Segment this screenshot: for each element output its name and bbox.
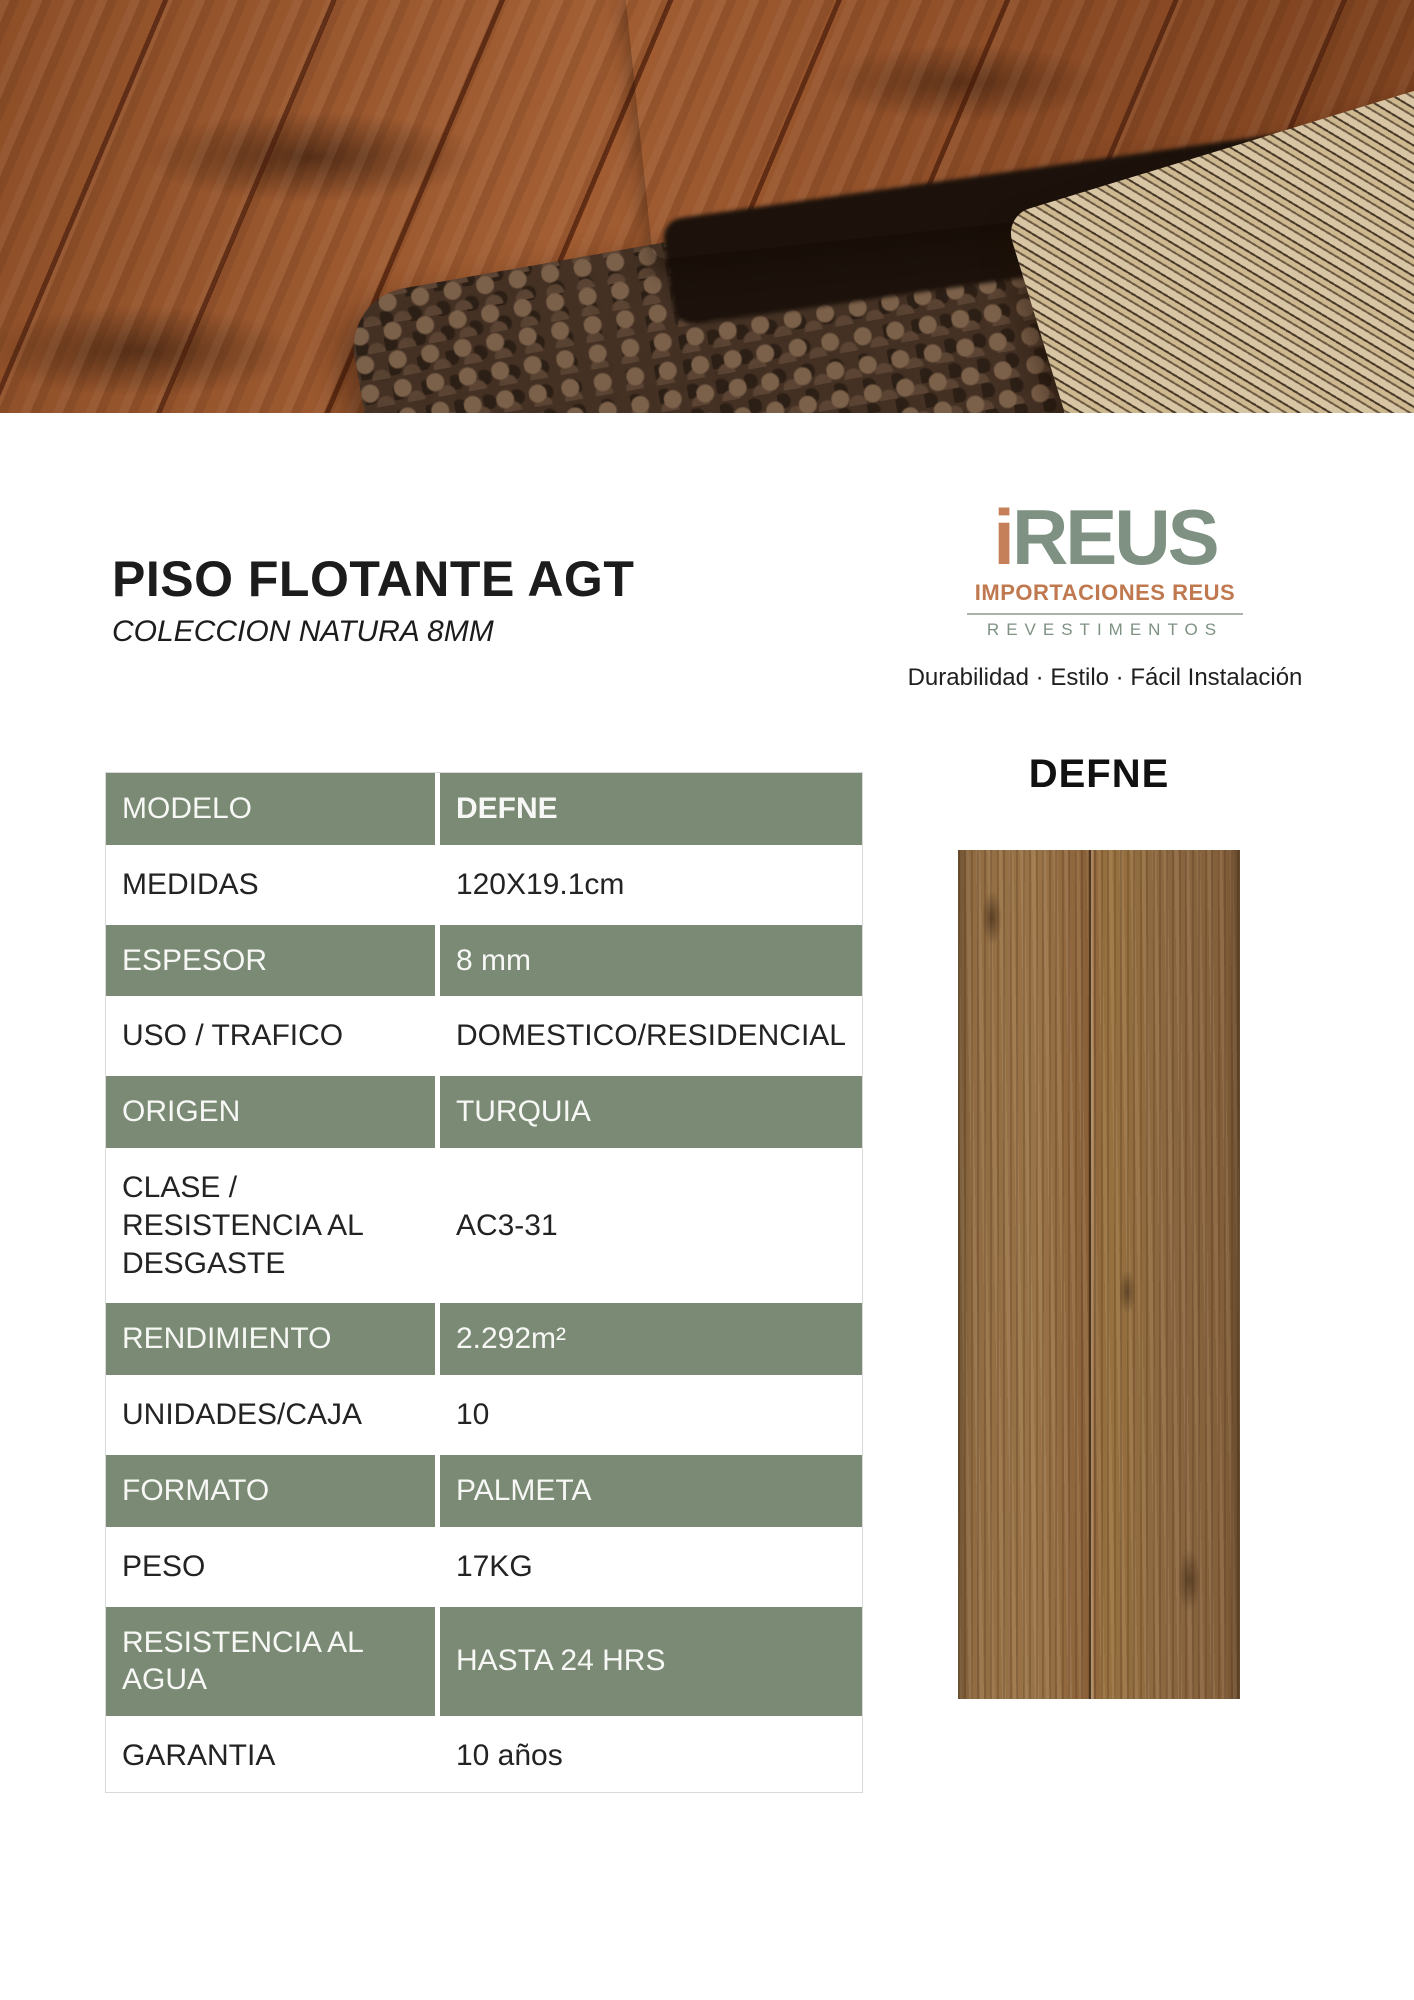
spec-label: RESISTENCIA AL AGUA (106, 1607, 440, 1721)
brand-divider-line (967, 613, 1243, 615)
reus-logo (880, 493, 1330, 581)
page-title: PISO FLOTANTE AGT (112, 551, 635, 607)
logo-letters-reus: REUS (1011, 493, 1217, 581)
spec-label: MODELO (106, 773, 440, 849)
spec-label: USO / TRAFICO (106, 1000, 440, 1076)
brand-revestimentos-line: REVESTIMENTOS (986, 620, 1224, 639)
spec-row (106, 1152, 862, 1303)
spec-value: HASTA 24 HRS (440, 1607, 862, 1721)
spec-value: AC3-31 (440, 1152, 862, 1303)
spec-label: CLASE / RESISTENCIA AL DESGASTE (106, 1152, 440, 1303)
product-plank-image (958, 850, 1240, 1699)
product-name-label: DEFNE (1028, 752, 1170, 796)
spec-label: MEDIDAS (106, 849, 440, 925)
spec-label: ORIGEN (106, 1076, 440, 1152)
spec-row (106, 1000, 862, 1076)
title-block (112, 552, 634, 649)
spec-label: GARANTIA (106, 1720, 440, 1792)
spec-value: 10 (440, 1379, 862, 1455)
hero-photo (0, 0, 1414, 413)
spec-value: 17KG (440, 1531, 862, 1607)
spec-label: FORMATO (106, 1455, 440, 1531)
spec-row (106, 925, 862, 1001)
page-subtitle: COLECCION NATURA 8MM (112, 615, 494, 648)
spec-value: DOMESTICO/RESIDENCIAL (440, 1000, 862, 1076)
brand-importaciones-text: IMPORTACIONES (974, 580, 1173, 605)
spec-value: 10 años (440, 1720, 862, 1792)
spec-row (106, 849, 862, 925)
spec-value: PALMETA (440, 1455, 862, 1531)
brand-block (880, 493, 1330, 692)
spec-row (106, 773, 862, 849)
spec-table (105, 772, 863, 1793)
spec-label: UNIDADES/CAJA (106, 1379, 440, 1455)
spec-row (106, 1531, 862, 1607)
spec-label: ESPESOR (106, 925, 440, 1001)
brand-reus-text: REUS (1172, 580, 1236, 605)
spec-row (106, 1455, 862, 1531)
brand-tagline: Durabilidad · Estilo · Fácil Instalación (907, 664, 1303, 691)
spec-value: 120X19.1cm (440, 849, 862, 925)
spec-value: 2.292m² (440, 1303, 862, 1379)
spec-label: RENDIMIENTO (106, 1303, 440, 1379)
spec-row (106, 1607, 862, 1721)
spec-row (106, 1720, 862, 1792)
spec-label: PESO (106, 1531, 440, 1607)
spec-value: TURQUIA (440, 1076, 862, 1152)
spec-value: DEFNE (440, 773, 862, 849)
logo-letter-i: i (993, 493, 1012, 581)
brand-importaciones-line (880, 580, 1330, 606)
spec-row (106, 1379, 862, 1455)
spec-value: 8 mm (440, 925, 862, 1001)
spec-row (106, 1076, 862, 1152)
spec-row (106, 1303, 862, 1379)
